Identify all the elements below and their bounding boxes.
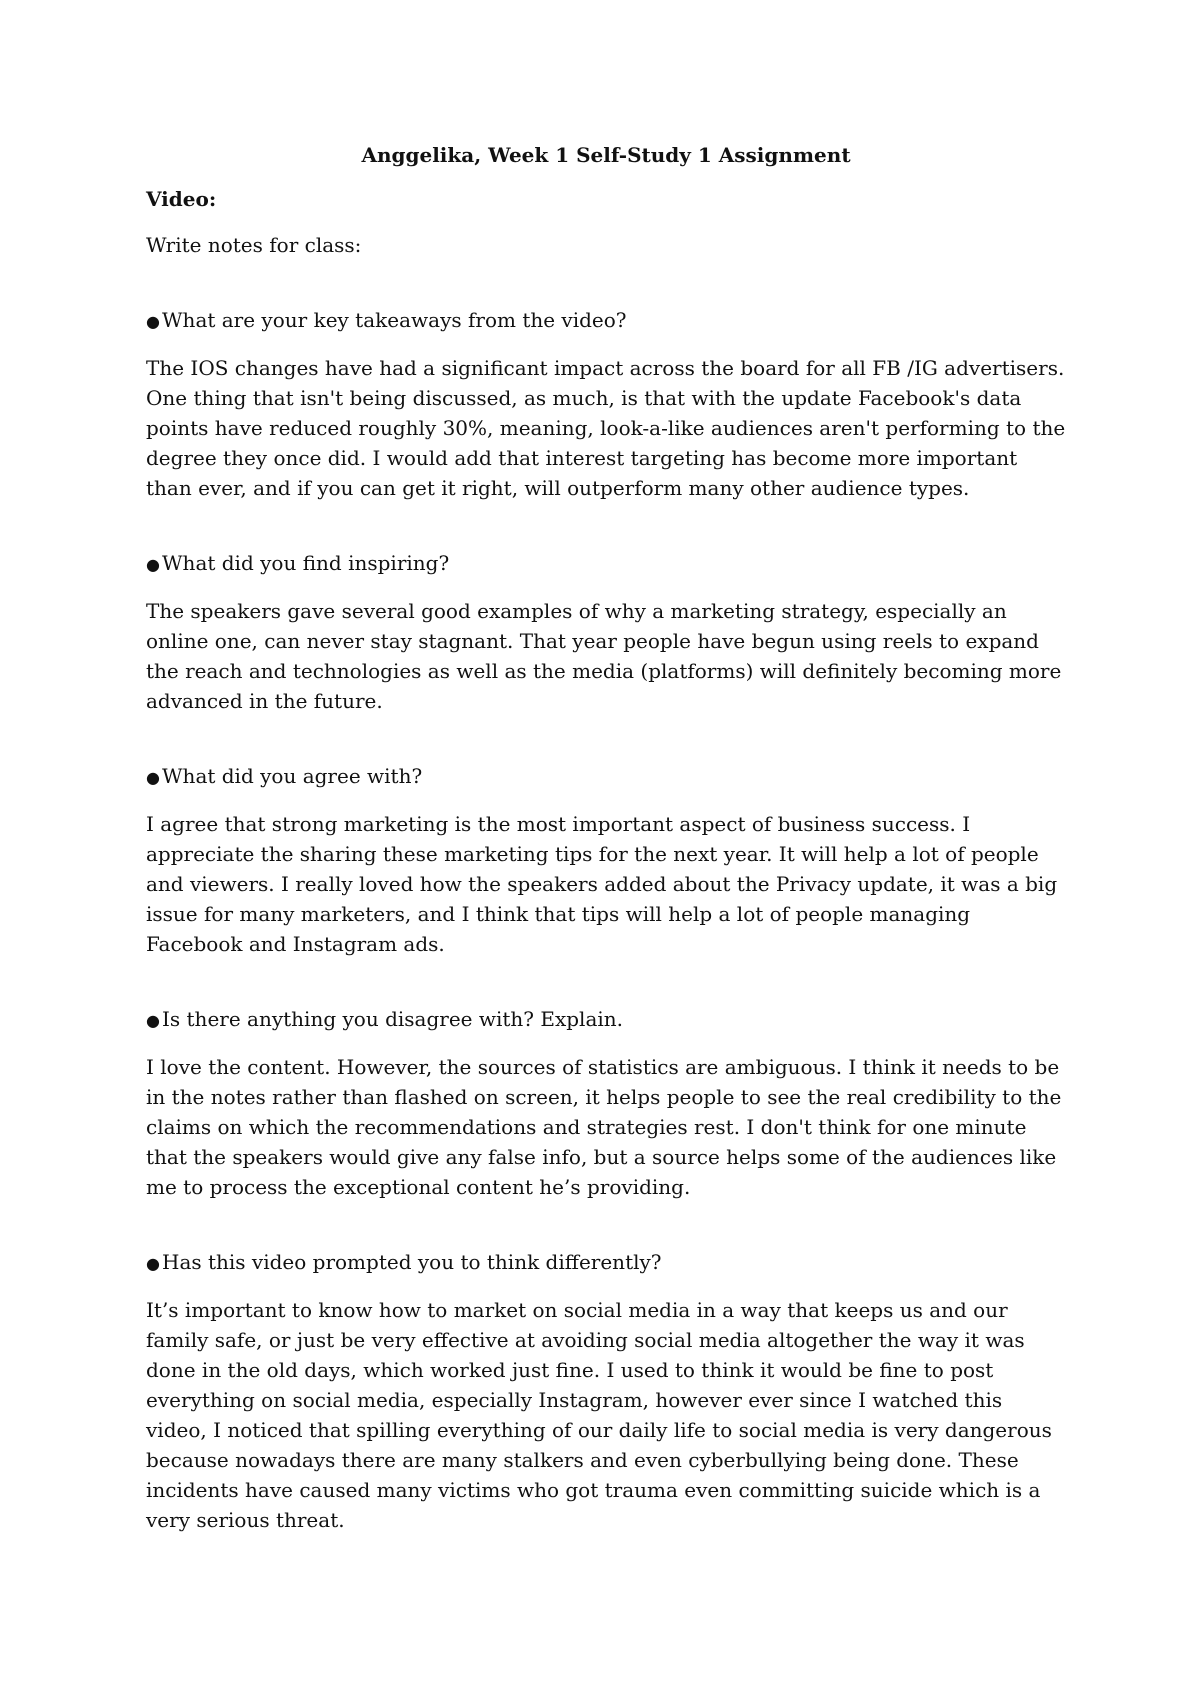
bullet-icon: ● bbox=[146, 312, 160, 331]
document-title: Anggelika, Week 1 Self-Study 1 Assignment bbox=[361, 143, 851, 167]
bullet-icon: ● bbox=[146, 1254, 160, 1273]
document-page bbox=[146, 140, 1066, 1580]
section-takeaways bbox=[146, 305, 1066, 503]
bullet-icon: ● bbox=[146, 768, 160, 787]
question-text: Has this video prompted you to think differently? bbox=[162, 1250, 662, 1274]
question-text: What did you agree with? bbox=[162, 764, 423, 788]
question-text: Is there anything you disagree with? Explain. bbox=[162, 1007, 623, 1031]
answer-paragraph: The speakers gave several good examples of why a marketing strategy, especially an online one, can never stay stagnant. That year people have begun using reels to expand the reach and technologies as well as the media (platforms) will definitely becoming more advanced in the future. bbox=[146, 599, 1062, 713]
answer-paragraph: I agree that strong marketing is the most important aspect of business success. I appreciate the sharing these marketing tips for the next year. It will help a lot of people and viewers. I really loved how the speakers added about the Privacy update, it was a big issue for many marketers, and I think that tips will help a lot of people managing Facebook and Instagram ads. bbox=[146, 812, 1058, 956]
question-item bbox=[146, 1004, 1066, 1036]
answer-paragraph: It’s important to know how to market on social media in a way that keeps us and our family safe, or just be very effective at avoiding social media altogether the way it was done in the old days, which worked just fine. I used to think it would be fine to post everything on social media, especially Instagram, however ever since I watched this video, I noticed that spilling everything of our daily life to social media is very dangerous because nowadays there are many stalkers and even cyberbullying being done. These incidents have caused many victims who got trauma even committing suicide which is a very serious threat. bbox=[146, 1298, 1052, 1532]
section-think-differently bbox=[146, 1247, 1066, 1535]
answer-paragraph: The IOS changes have had a significant impact across the board for all FB /IG advertisers. One thing that isn't being discussed, as much, is that with the update Facebook's data points have reduced roughly 30%, meaning, look-a-like audiences aren't performing to the degree they once did. I would add that interest targeting has become more important than ever, and if you can get it right, will outperform many other audience types. bbox=[146, 356, 1066, 500]
section-inspiring bbox=[146, 548, 1066, 716]
question-item bbox=[146, 305, 1066, 337]
bullet-icon: ● bbox=[146, 555, 160, 574]
question-text: What did you find inspiring? bbox=[162, 551, 450, 575]
question-item bbox=[146, 761, 1066, 793]
section-disagree bbox=[146, 1004, 1066, 1202]
video-label: Video: bbox=[146, 187, 217, 211]
question-item bbox=[146, 548, 1066, 580]
question-text: What are your key takeaways from the video? bbox=[162, 308, 627, 332]
answer-paragraph: I love the content. However, the sources of statistics are ambiguous. I think it needs to be in the notes rather than flashed on screen, it helps people to see the real credibility to the claims on which the recommendations and strategies rest. I don't think for one minute that the speakers would give any false info, but a source helps some of the audiences like me to process the exceptional content he’s providing. bbox=[146, 1055, 1062, 1199]
bullet-icon: ● bbox=[146, 1011, 160, 1030]
intro-text: Write notes for class: bbox=[146, 233, 362, 257]
section-agree bbox=[146, 761, 1066, 959]
question-item bbox=[146, 1247, 1066, 1279]
